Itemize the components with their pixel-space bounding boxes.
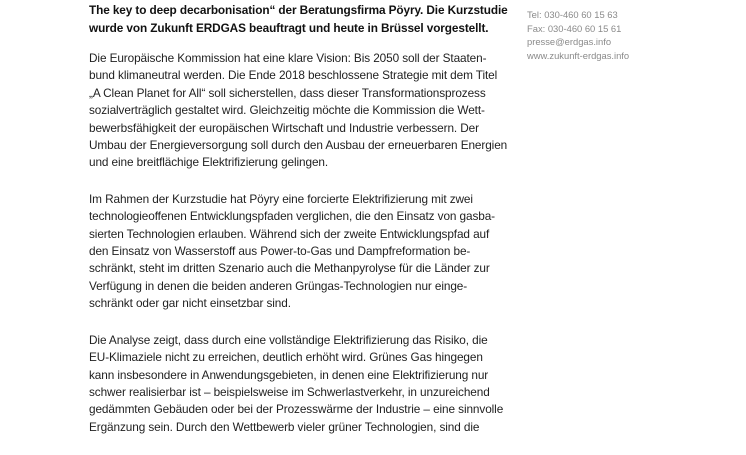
- text-line: Umbau der Energieversorgung soll durch den Ausbau der erneuerbaren Energien: [89, 138, 508, 153]
- text-line: bewerbsfähigkeit der europäischen Wirtschaft und Industrie verbessern. Der: [89, 120, 479, 135]
- text-line: „A Clean Planet for All“ soll sicherstellen, dass dieser Transformationsprozess: [89, 85, 486, 100]
- text-line: den Einsatz von Wasserstoff aus Power-to-Gas und Dampfreformation be-: [89, 244, 471, 259]
- text-line: EU-Klimaziele nicht zu erreichen, deutlich erhöht wird. Grünes Gas hingegen: [89, 350, 483, 365]
- lead-line: The key to deep decarbonisation“ der Beratungsfirma Pöyry. Die Kurzstudie: [89, 3, 508, 17]
- text-line: Im Rahmen der Kurzstudie hat Pöyry eine forcierte Elektrifizierung mit zwei: [89, 191, 473, 206]
- text-line: technologieoffenen Entwicklungspfaden verglichen, die den Einsatz von gasba-: [89, 209, 496, 224]
- lead-line: wurde von Zukunft ERDGAS beauftragt und heute in Brüssel vorgestellt.: [89, 20, 489, 35]
- text-line: gedämmten Gebäuden oder bei der Prozesswärme der Industrie – eine sinnvolle: [89, 402, 504, 417]
- text-line: kann insbesondere in Anwendungsgebieten, in denen eine Elektrifizierung nur: [89, 367, 489, 382]
- text-line: schränkt, steht im dritten Szenario auch die Methanpyrolyse für die Länder zur: [89, 261, 490, 276]
- phone-number: Tel: 030-460 60 15 63: [527, 9, 618, 20]
- paragraph-2: [89, 191, 517, 313]
- paragraph-1: [89, 50, 517, 172]
- press-release-body: [89, 2, 517, 455]
- text-line: Ergänzung sein. Durch den Wettbewerb vieler grüner Technologien, sind die: [89, 419, 480, 434]
- text-line: schränkt oder gar nicht einsetzbar sind.: [89, 296, 291, 311]
- email-address[interactable]: presse@erdgas.info: [527, 36, 612, 48]
- text-line: bund klimaneutral werden. Die Ende 2018 beschlossene Strategie mit dem Titel: [89, 68, 498, 83]
- lead-text: [89, 2, 517, 37]
- text-line: sierten Technologien erlauben. Während sich der zweite Entwicklungspfad auf: [89, 226, 490, 241]
- text-line: Verfügung in denen die beiden anderen Grüngas-Technologien nur einge-: [89, 278, 468, 293]
- text-line: und eine breitflächige Elektrifizierung gelingen.: [89, 155, 329, 170]
- contact-info: [527, 8, 629, 62]
- paragraph-3: [89, 332, 517, 436]
- website-link[interactable]: www.zukunft-erdgas.info: [527, 49, 630, 61]
- fax-number: Fax: 030-460 60 15 61: [527, 22, 622, 34]
- text-line: Die Europäische Kommission hat eine klare Vision: Bis 2050 soll der Staaten-: [89, 51, 487, 65]
- text-line: sozialverträglich gestaltet wird. Gleichzeitig möchte die Kommission die Wett-: [89, 103, 485, 118]
- text-line: schwer realisierbar ist – beispielsweise im Schwerlastverkehr, in unzureichend: [89, 384, 490, 399]
- text-line: Die Analyse zeigt, dass durch eine vollständige Elektrifizierung das Risiko, die: [89, 332, 488, 347]
